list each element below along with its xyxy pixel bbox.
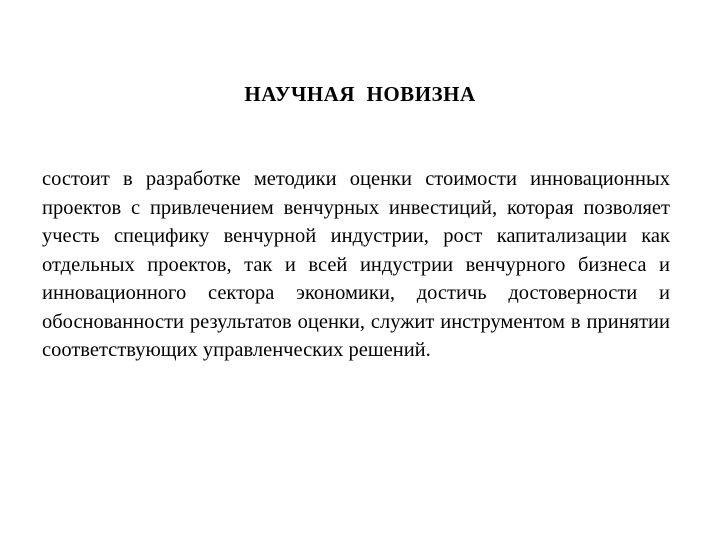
slide-body-text: состоит в разработке методики оценки стоимости инновационных проектов с привлечением венчурных инвестиций, которая позволяет учесть специфику венчурной индустрии, рост капитализации как отдельных проектов, так и всей индустрии венчурного бизнеса и инновационного сектора экономики, достичь достоверности и обоснованности результатов оценки, служит инструментом в принятии соответствующих управленческих решений. [42,168,670,361]
slide-title: НАУЧНАЯ НОВИЗНА [244,82,476,106]
